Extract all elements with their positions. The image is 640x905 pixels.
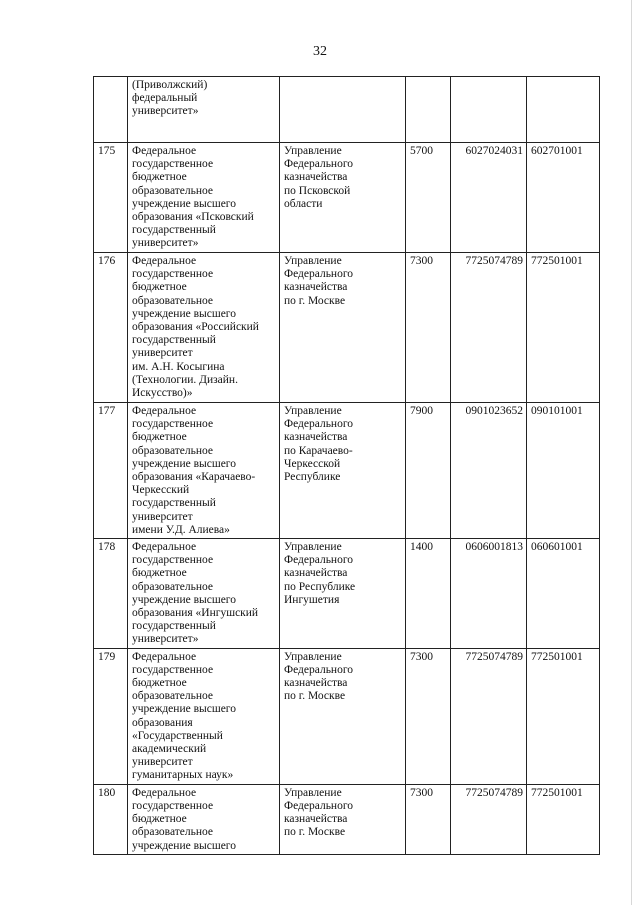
kpp: 772501001	[527, 253, 600, 403]
institution-name	[128, 648, 280, 784]
table-row	[94, 539, 600, 649]
institution-name-text: (Приволжский) федеральный университет»	[132, 79, 208, 118]
treasury-code: 7300	[406, 784, 451, 854]
institution-name	[128, 784, 280, 854]
treasury-office	[280, 143, 406, 253]
treasury-code	[406, 77, 451, 143]
table-row	[94, 253, 600, 403]
treasury-code: 5700	[406, 143, 451, 253]
row-number: 178	[94, 539, 128, 649]
row-number: 175	[94, 143, 128, 253]
registry-table	[93, 76, 600, 855]
table-row	[94, 648, 600, 784]
kpp: 060601001	[527, 539, 600, 649]
inn: 6027024031	[451, 143, 527, 253]
institution-name-text: Федеральное государственное бюджетное образовательное учреждение высшего образования «Ингушский государственный университет»	[132, 541, 259, 646]
treasury-office-text: Управление Федерального казначейства по г. Москве	[284, 786, 354, 839]
inn: 7725074789	[451, 648, 527, 784]
kpp: 772501001	[527, 648, 600, 784]
inn: 0901023652	[451, 403, 527, 539]
row-number: 176	[94, 253, 128, 403]
kpp: 772501001	[527, 784, 600, 854]
treasury-code: 7300	[406, 648, 451, 784]
treasury-office	[280, 253, 406, 403]
treasury-office-text: Управление Федерального казначейства по Карачаево- Черкесской Республике	[284, 405, 354, 484]
institution-name	[128, 539, 280, 649]
treasury-office-text: Управление Федерального казначейства по Республике Ингушетия	[284, 541, 356, 606]
table-row	[94, 143, 600, 253]
scan-edge-divider	[631, 0, 632, 905]
inn: 7725074789	[451, 784, 527, 854]
institution-name-text: Федеральное государственное бюджетное образовательное учреждение высшего образования «Карачаево- Черкесский государственный университет имени У.Д. Алиева»	[132, 405, 256, 536]
institution-name-text: Федеральное государственное бюджетное образовательное учреждение высшего образования «Государственный академический университет гуманитарных наук»	[132, 650, 236, 782]
treasury-office	[280, 403, 406, 539]
inn: 0606001813	[451, 539, 527, 649]
treasury-office	[280, 77, 406, 143]
row-number: 179	[94, 648, 128, 784]
kpp: 602701001	[527, 143, 600, 253]
treasury-office	[280, 648, 406, 784]
institution-name-text: Федеральное государственное бюджетное образовательное учреждение высшего образования «Российский государственный университет им. А.Н. Косыгина (Технологии. Дизайн. Искусство)»	[132, 255, 259, 400]
kpp	[527, 77, 600, 143]
treasury-code: 1400	[406, 539, 451, 649]
row-number: 177	[94, 403, 128, 539]
treasury-office-text: Управление Федерального казначейства по Псковской области	[284, 145, 354, 210]
institution-name	[128, 77, 280, 143]
page-number: 32	[313, 44, 327, 59]
treasury-office	[280, 784, 406, 854]
inn: 7725074789	[451, 253, 527, 403]
inn	[451, 77, 527, 143]
row-number: 180	[94, 784, 128, 854]
treasury-office-text: Управление Федерального казначейства по г. Москве	[284, 650, 354, 703]
kpp: 090101001	[527, 403, 600, 539]
treasury-code: 7900	[406, 403, 451, 539]
row-number	[94, 77, 128, 143]
table-row	[94, 77, 600, 143]
table-row	[94, 403, 600, 539]
treasury-office-text: Управление Федерального казначейства по г. Москве	[284, 255, 354, 307]
table-row	[94, 784, 600, 854]
institution-name-text: Федеральное государственное бюджетное образовательное учреждение высшего	[132, 786, 236, 852]
institution-name	[128, 403, 280, 539]
treasury-code: 7300	[406, 253, 451, 403]
treasury-office	[280, 539, 406, 649]
institution-name-text: Федеральное государственное бюджетное образовательное учреждение высшего образования «Псковский государственный университет»	[132, 145, 254, 250]
institution-name	[128, 143, 280, 253]
institution-name	[128, 253, 280, 403]
